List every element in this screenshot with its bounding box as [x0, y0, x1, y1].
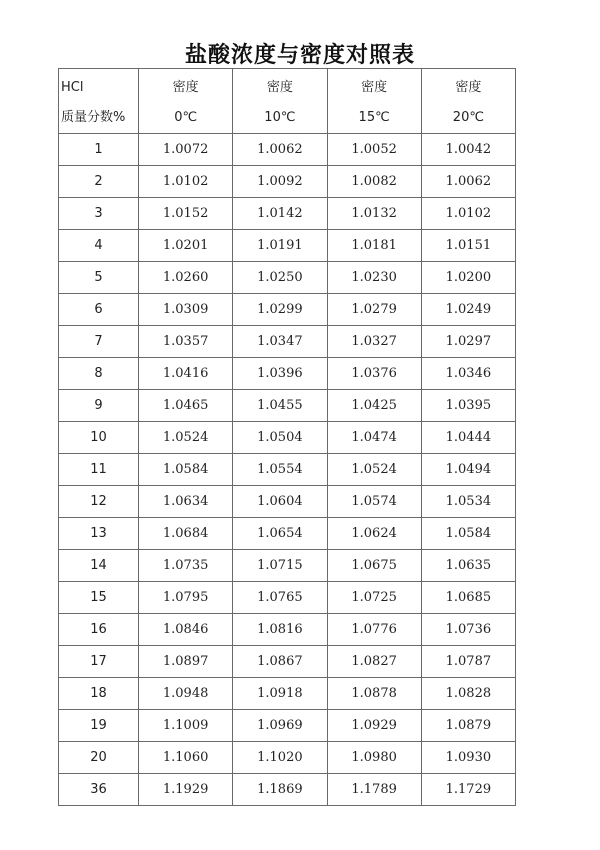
mass-fraction-cell: 13 — [59, 518, 139, 550]
density-cell: 1.0715 — [233, 550, 327, 582]
density-cell: 1.0279 — [327, 294, 421, 326]
table-header-row — [59, 69, 516, 134]
density-cell: 1.0299 — [233, 294, 327, 326]
table-body — [59, 69, 516, 806]
table-row — [59, 550, 516, 582]
density-cell: 1.0816 — [233, 614, 327, 646]
density-cell: 1.0444 — [421, 422, 515, 454]
mass-fraction-cell: 16 — [59, 614, 139, 646]
table-row — [59, 134, 516, 166]
density-cell: 1.0327 — [327, 326, 421, 358]
density-cell: 1.0584 — [139, 454, 233, 486]
density-cell: 1.0574 — [327, 486, 421, 518]
density-cell: 1.1009 — [139, 710, 233, 742]
table-row — [59, 230, 516, 262]
header-density-label: 密度 — [172, 80, 199, 95]
density-cell: 1.0102 — [139, 166, 233, 198]
mass-fraction-cell: 2 — [59, 166, 139, 198]
density-cell: 1.0465 — [139, 390, 233, 422]
header-temp-label: 0℃ — [174, 110, 198, 125]
density-cell: 1.0584 — [421, 518, 515, 550]
density-cell: 1.1929 — [139, 774, 233, 806]
density-cell: 1.0736 — [421, 614, 515, 646]
density-cell: 1.1729 — [421, 774, 515, 806]
density-cell: 1.0846 — [139, 614, 233, 646]
density-cell: 1.0494 — [421, 454, 515, 486]
mass-fraction-cell: 7 — [59, 326, 139, 358]
mass-fraction-cell: 15 — [59, 582, 139, 614]
density-cell: 1.0828 — [421, 678, 515, 710]
mass-fraction-cell: 14 — [59, 550, 139, 582]
density-cell: 1.0152 — [139, 198, 233, 230]
density-cell: 1.0396 — [233, 358, 327, 390]
density-cell: 1.0765 — [233, 582, 327, 614]
table-row — [59, 486, 516, 518]
density-cell: 1.0072 — [139, 134, 233, 166]
header-cell-15c — [327, 69, 421, 134]
density-cell: 1.0250 — [233, 262, 327, 294]
header-cell-concentration — [59, 69, 139, 134]
mass-fraction-cell: 9 — [59, 390, 139, 422]
mass-fraction-cell: 18 — [59, 678, 139, 710]
density-cell: 1.0092 — [233, 166, 327, 198]
table-row — [59, 294, 516, 326]
density-cell: 1.0948 — [139, 678, 233, 710]
density-cell: 1.0132 — [327, 198, 421, 230]
density-cell: 1.0416 — [139, 358, 233, 390]
density-cell: 1.0200 — [421, 262, 515, 294]
mass-fraction-cell: 36 — [59, 774, 139, 806]
density-cell: 1.0930 — [421, 742, 515, 774]
table-row — [59, 454, 516, 486]
header-hcl-label: HCl — [61, 80, 84, 95]
density-cell: 1.0062 — [233, 134, 327, 166]
density-cell: 1.0346 — [421, 358, 515, 390]
density-cell: 1.0504 — [233, 422, 327, 454]
density-cell: 1.0735 — [139, 550, 233, 582]
density-cell: 1.1060 — [139, 742, 233, 774]
table-row — [59, 710, 516, 742]
table-row — [59, 358, 516, 390]
density-cell: 1.0685 — [421, 582, 515, 614]
mass-fraction-cell: 4 — [59, 230, 139, 262]
header-cell-0c — [139, 69, 233, 134]
density-cell: 1.0980 — [327, 742, 421, 774]
mass-fraction-cell: 17 — [59, 646, 139, 678]
density-cell: 1.0309 — [139, 294, 233, 326]
table-row — [59, 198, 516, 230]
density-cell: 1.0684 — [139, 518, 233, 550]
density-cell: 1.0102 — [421, 198, 515, 230]
mass-fraction-cell: 8 — [59, 358, 139, 390]
density-table — [58, 68, 516, 806]
density-cell: 1.0635 — [421, 550, 515, 582]
density-cell: 1.0455 — [233, 390, 327, 422]
density-cell: 1.0260 — [139, 262, 233, 294]
density-cell: 1.0052 — [327, 134, 421, 166]
density-cell: 1.0524 — [139, 422, 233, 454]
mass-fraction-cell: 20 — [59, 742, 139, 774]
density-cell: 1.0897 — [139, 646, 233, 678]
header-mass-fraction-label: 质量分数% — [61, 110, 126, 125]
density-cell: 1.0042 — [421, 134, 515, 166]
density-cell: 1.0604 — [233, 486, 327, 518]
density-cell: 1.0230 — [327, 262, 421, 294]
density-cell: 1.0867 — [233, 646, 327, 678]
density-cell: 1.0787 — [421, 646, 515, 678]
table-row — [59, 774, 516, 806]
density-cell: 1.0297 — [421, 326, 515, 358]
density-cell: 1.0624 — [327, 518, 421, 550]
density-cell: 1.0795 — [139, 582, 233, 614]
density-cell: 1.0725 — [327, 582, 421, 614]
density-cell: 1.0249 — [421, 294, 515, 326]
density-cell: 1.0776 — [327, 614, 421, 646]
mass-fraction-cell: 12 — [59, 486, 139, 518]
density-cell: 1.0151 — [421, 230, 515, 262]
density-cell: 1.0554 — [233, 454, 327, 486]
density-cell: 1.0347 — [233, 326, 327, 358]
header-cell-20c — [421, 69, 515, 134]
mass-fraction-cell: 10 — [59, 422, 139, 454]
header-density-label: 密度 — [455, 80, 482, 95]
table-row — [59, 390, 516, 422]
density-cell: 1.0425 — [327, 390, 421, 422]
density-cell: 1.0201 — [139, 230, 233, 262]
header-temp-label: 15℃ — [358, 110, 390, 125]
table-row — [59, 262, 516, 294]
table-row — [59, 582, 516, 614]
mass-fraction-cell: 1 — [59, 134, 139, 166]
density-cell: 1.0181 — [327, 230, 421, 262]
table-row — [59, 422, 516, 454]
page-title: 盐酸浓度与密度对照表 — [184, 43, 415, 68]
density-cell: 1.0969 — [233, 710, 327, 742]
density-cell: 1.0654 — [233, 518, 327, 550]
density-cell: 1.0918 — [233, 678, 327, 710]
mass-fraction-cell: 3 — [59, 198, 139, 230]
mass-fraction-cell: 6 — [59, 294, 139, 326]
mass-fraction-cell: 5 — [59, 262, 139, 294]
density-cell: 1.0929 — [327, 710, 421, 742]
density-cell: 1.0357 — [139, 326, 233, 358]
header-cell-10c — [233, 69, 327, 134]
density-cell: 1.0062 — [421, 166, 515, 198]
table-row — [59, 614, 516, 646]
table-row — [59, 678, 516, 710]
header-density-label: 密度 — [266, 80, 293, 95]
density-cell: 1.0634 — [139, 486, 233, 518]
density-cell: 1.1020 — [233, 742, 327, 774]
header-density-label: 密度 — [361, 80, 388, 95]
table-row — [59, 646, 516, 678]
density-cell: 1.0474 — [327, 422, 421, 454]
density-cell: 1.0879 — [421, 710, 515, 742]
density-cell: 1.0878 — [327, 678, 421, 710]
density-cell: 1.0082 — [327, 166, 421, 198]
table-row — [59, 166, 516, 198]
density-cell: 1.1789 — [327, 774, 421, 806]
density-cell: 1.0376 — [327, 358, 421, 390]
density-cell: 1.0827 — [327, 646, 421, 678]
density-cell: 1.0534 — [421, 486, 515, 518]
table-row — [59, 742, 516, 774]
header-temp-label: 20℃ — [452, 110, 484, 125]
mass-fraction-cell: 19 — [59, 710, 139, 742]
header-temp-label: 10℃ — [264, 110, 296, 125]
table-row — [59, 518, 516, 550]
density-cell: 1.0524 — [327, 454, 421, 486]
density-cell: 1.0142 — [233, 198, 327, 230]
density-cell: 1.0395 — [421, 390, 515, 422]
table-row — [59, 326, 516, 358]
density-cell: 1.0191 — [233, 230, 327, 262]
density-cell: 1.1869 — [233, 774, 327, 806]
density-cell: 1.0675 — [327, 550, 421, 582]
mass-fraction-cell: 11 — [59, 454, 139, 486]
